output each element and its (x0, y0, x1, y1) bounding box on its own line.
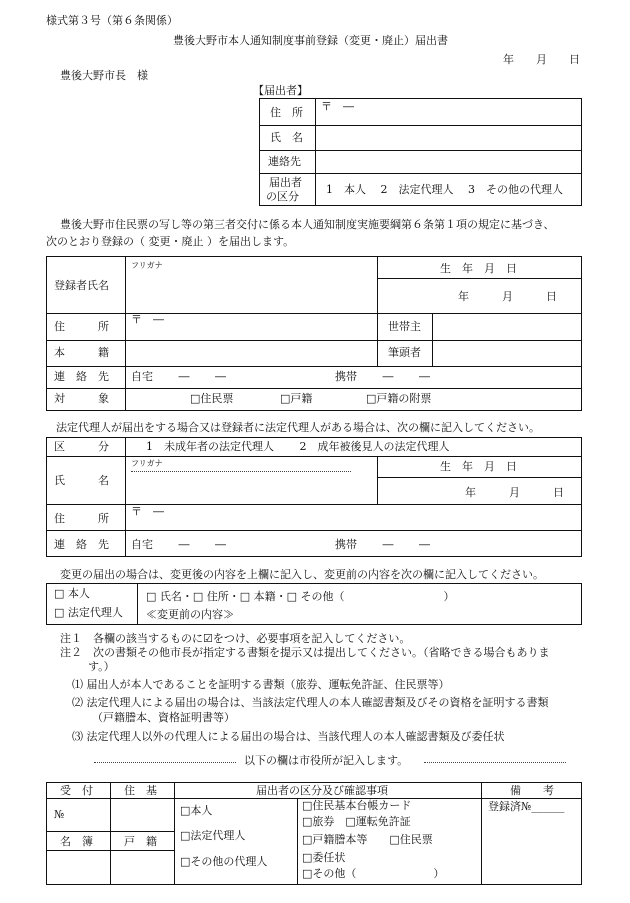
note-item-2-cont: （戸籍謄本、資格証明書等） (92, 711, 235, 724)
office-registered-blank[interactable]: ______ (531, 800, 565, 813)
note-item-1: ⑴ 届出人が本人であることを証明する書類（旅券、運転免許証、住民票等） (72, 678, 450, 691)
registrant-address-label: 住 所 (54, 320, 109, 333)
office-doc-1[interactable]: □住民基本台帳カード (302, 799, 412, 812)
registrant-dob-value[interactable]: 年 月 日 (458, 290, 557, 303)
note-2: 注２ 次の書類その他市長が指定する書類を提示又は提出してください。（省略できる場合もありま (60, 646, 550, 659)
office-check-header: 届出者の区分及び確認事項 (256, 784, 388, 797)
legal-rep-category-options[interactable]: 1 未成年者の法定代理人 2 成年被後見人の法定代理人 (146, 440, 450, 453)
office-koseki: 戸 籍 (124, 835, 157, 848)
applicant-category-options[interactable]: 1 本人 2 法定代理人 3 その他の代理人 (326, 183, 563, 196)
office-doc-5[interactable]: □その他（ ） (302, 867, 445, 880)
page-title: 豊後大野市本人通知制度事前登録（変更・廃止）届出書 (173, 34, 448, 47)
registrant-furigana[interactable]: フリガナ (131, 261, 163, 270)
applicant-name-label: 氏 名 (270, 131, 303, 144)
applicant-category-label-2: の区分 (266, 190, 299, 203)
legal-rep-instruction: 法定代理人が届出をする場合又は登録者に法定代理人がある場合は、次の欄に記入してください。 (56, 421, 540, 434)
applicant-heading: 【届出者】 (253, 84, 308, 97)
registrant-honseki-label: 本 籍 (54, 346, 109, 359)
registrant-hittousha-label: 筆頭者 (388, 346, 421, 359)
note-item-3: ⑶ 法定代理人以外の代理人による届出の場合は、当該代理人の本人確認書類及び委任状 (72, 730, 505, 743)
registrant-contact-label: 連 絡 先 (54, 370, 109, 383)
target-option-fuhyo[interactable]: □戸籍の附票 (366, 392, 432, 405)
legal-rep-dob-value[interactable]: 年 月 日 (465, 486, 564, 499)
registrant-mobile-phone[interactable]: 携帯 ― ― (335, 370, 430, 383)
office-cat-other[interactable]: □その他の代理人 (180, 855, 268, 868)
form-number: 様式第３号（第６条関係） (46, 14, 178, 27)
registrant-name-label: 登録者氏名 (54, 279, 109, 292)
change-before-label: ≪変更前の内容≫ (146, 608, 234, 621)
target-option-koseki[interactable]: □戸籍 (280, 392, 313, 405)
office-cat-self[interactable]: □本人 (180, 804, 213, 817)
legal-rep-mobile-phone[interactable]: 携帯 ― ― (335, 538, 430, 551)
intro-line-2: 次のとおり登録の（ 変更・廃止 ）を届出します。 (46, 235, 295, 248)
legal-rep-furigana[interactable]: フリガナ (131, 459, 163, 468)
note-2-cont: す。） (88, 660, 115, 673)
office-registered-label: 登録済№ (488, 800, 532, 813)
change-items[interactable]: □ 氏名・□ 住所・□ 本籍・□ その他（ ） (146, 590, 455, 603)
note-item-2: ⑵ 法定代理人による届出の場合は、当該法定代理人の本人確認書類及びその資格を証明する書類 (72, 696, 549, 709)
applicant-address-label: 住 所 (270, 106, 303, 119)
legal-rep-home-phone[interactable]: 自宅 ― ― (131, 538, 226, 551)
legal-rep-address-label: 住 所 (54, 512, 109, 525)
office-registered-no[interactable] (488, 800, 564, 813)
applicant-contact-label: 連絡先 (268, 155, 301, 168)
registrant-dob-label: 生 年 月 日 (440, 262, 517, 275)
change-option-legal-rep[interactable]: □ 法定代理人 (54, 606, 123, 619)
change-instruction: 変更の届出の場合は、変更後の内容を上欄に記入し、変更前の内容を次の欄に記入してください。 (60, 568, 544, 581)
date-line[interactable]: 年 月 日 (503, 53, 580, 66)
registrant-target-label: 対 象 (54, 392, 109, 405)
addressee: 豊後大野市長 様 (60, 69, 148, 82)
legal-rep-postal-mark[interactable]: 〒 ― (131, 505, 164, 518)
legal-rep-contact-label: 連 絡 先 (54, 538, 109, 551)
intro-line-1: 豊後大野市住民票の写し等の第三者交付に係る本人通知制度実施要綱第６条第１項の規定に基づき、 (60, 218, 555, 231)
office-cat-legal[interactable]: □法定代理人 (180, 829, 246, 842)
office-juki: 住 基 (124, 784, 157, 797)
registrant-postal-mark[interactable]: 〒 ― (131, 313, 164, 326)
target-option-juminhyo[interactable]: □住民票 (190, 392, 234, 405)
applicant-postal-mark[interactable]: 〒 ― (321, 100, 354, 113)
change-option-self[interactable]: □ 本人 (54, 587, 90, 600)
registrant-householder-label: 世帯主 (388, 320, 421, 333)
legal-rep-name-label: 氏 名 (54, 474, 109, 487)
note-1: 注１ 各欄の該当するものに☑をつけ、必要事項を記入してください。 (60, 632, 411, 645)
legal-rep-dob-label: 生 年 月 日 (440, 460, 517, 473)
office-doc-3[interactable]: □戸籍謄本等 □住民票 (302, 833, 433, 846)
divider-right (424, 762, 566, 763)
divider-left (94, 762, 236, 763)
office-meibo: 名 簿 (60, 835, 93, 848)
office-uketsuke: 受 付 (60, 784, 93, 797)
legal-rep-category-label: 区 分 (54, 440, 109, 453)
office-divider-text: 以下の欄は市役所が記入します。 (244, 754, 409, 767)
registrant-home-phone[interactable]: 自宅 ― ― (131, 370, 226, 383)
office-no-label: № (54, 808, 65, 821)
office-doc-2[interactable]: □旅券 □運転免許証 (302, 815, 411, 828)
applicant-category-label: 届出者 (269, 176, 302, 189)
office-doc-4[interactable]: □委任状 (302, 851, 346, 864)
office-biko: 備 考 (510, 784, 554, 797)
